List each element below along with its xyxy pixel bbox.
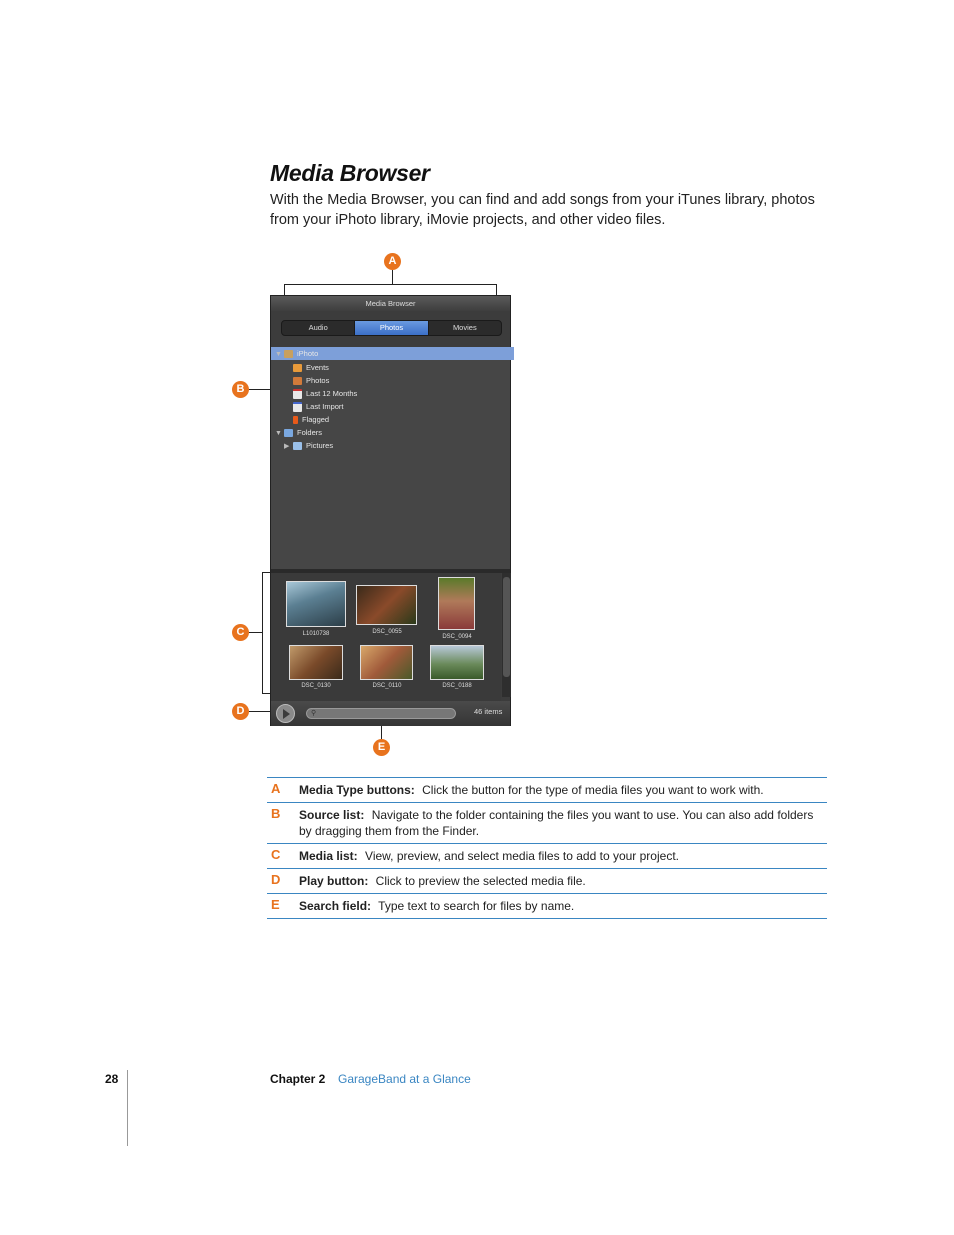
disclosure-open-icon[interactable]: ▼ <box>275 351 282 358</box>
media-list <box>271 573 501 701</box>
panel-title: Media Browser <box>271 296 510 311</box>
thumbnail-label: DSC_0094 <box>442 634 472 640</box>
legend-row <box>267 894 827 919</box>
legend-letter: B <box>271 806 281 821</box>
thumbnail-label: DSC_0130 <box>301 683 331 689</box>
iphoto-icon <box>284 350 293 358</box>
legend-letter: C <box>271 847 281 862</box>
page-heading: Media Browser <box>270 160 430 186</box>
disclosure-open-icon[interactable]: ▼ <box>275 430 282 437</box>
source-item-last-12-months[interactable] <box>293 387 357 400</box>
source-item-label: Last 12 Months <box>306 389 358 398</box>
source-item-label: Events <box>306 363 329 372</box>
bottom-bar <box>271 701 510 726</box>
source-item-iphoto[interactable] <box>271 347 514 360</box>
pictures-folder-icon <box>293 442 302 450</box>
legend-term: Source list: <box>299 808 365 822</box>
thumbnail-image[interactable] <box>430 645 484 680</box>
thumbnail-label: DSC_0188 <box>442 683 472 689</box>
callout-a-badge: A <box>384 253 401 270</box>
thumbnail-label: DSC_0110 <box>372 683 402 689</box>
callout-legend <box>267 777 827 919</box>
source-item-pictures[interactable] <box>284 439 333 452</box>
media-browser-panel <box>270 295 511 726</box>
legend-row <box>267 803 827 844</box>
source-item-label: Flagged <box>302 415 330 424</box>
source-item-label: Photos <box>306 376 330 385</box>
legend-text: Click the button for the type of media files you want to work with. <box>422 783 764 797</box>
chapter-title-link[interactable]: GarageBand at a Glance <box>338 1072 471 1086</box>
callout-a-bracket <box>284 284 497 285</box>
play-icon <box>283 709 290 719</box>
page-number: 28 <box>105 1072 119 1086</box>
tab-audio[interactable]: Audio <box>282 321 355 335</box>
source-item-label: iPhoto <box>297 349 319 358</box>
photos-icon <box>293 377 302 385</box>
source-item-last-import[interactable] <box>293 400 344 413</box>
legend-term: Play button: <box>299 874 369 888</box>
callout-a-line <box>392 270 393 284</box>
legend-row <box>267 869 827 894</box>
callout-d-badge: D <box>232 703 249 720</box>
events-icon <box>293 364 302 372</box>
tab-movies[interactable]: Movies <box>452 323 477 332</box>
source-item-folders[interactable] <box>275 426 322 439</box>
legend-row <box>267 778 827 803</box>
source-item-label: Last Import <box>306 402 344 411</box>
source-list <box>271 347 510 569</box>
legend-term: Media list: <box>299 849 358 863</box>
tab-photos[interactable]: Photos <box>355 321 428 335</box>
thumbnail-label: L1010738 <box>302 631 330 637</box>
import-icon <box>293 402 302 412</box>
chapter-label: Chapter 2 <box>270 1072 326 1086</box>
legend-text: View, preview, and select media files to add to your project. <box>365 849 679 863</box>
legend-letter: D <box>271 872 281 887</box>
search-icon: ⚲ <box>311 710 317 717</box>
callout-c-badge: C <box>232 624 249 641</box>
legend-text: Type text to search for files by name. <box>378 899 575 913</box>
thumbnail-image[interactable] <box>438 577 475 630</box>
flag-icon <box>293 416 298 424</box>
footer-rule <box>127 1070 128 1146</box>
callout-c-line <box>249 632 262 633</box>
media-list-scrollbar[interactable] <box>502 573 511 697</box>
callout-b-badge: B <box>232 381 249 398</box>
legend-row <box>267 844 827 869</box>
folder-icon <box>284 429 293 437</box>
thumbnail-image[interactable] <box>289 645 343 680</box>
callout-e-badge: E <box>373 739 390 756</box>
calendar-icon <box>293 389 302 399</box>
source-item-flagged[interactable] <box>293 413 329 426</box>
thumbnail-image[interactable] <box>356 585 417 625</box>
disclosure-closed-icon[interactable]: ▶ <box>284 443 290 450</box>
source-item-label: Folders <box>297 428 323 437</box>
thumbnail-image[interactable] <box>360 645 413 680</box>
legend-letter: A <box>271 781 281 796</box>
legend-text: Click to preview the selected media file. <box>375 874 586 888</box>
thumbnail-image[interactable] <box>286 581 346 627</box>
source-item-events[interactable] <box>293 361 329 374</box>
source-item-photos[interactable] <box>293 374 329 387</box>
legend-term: Search field: <box>299 899 372 913</box>
media-type-buttons <box>281 320 502 336</box>
legend-letter: E <box>271 897 280 912</box>
play-button[interactable] <box>276 704 295 723</box>
scrollbar-thumb[interactable] <box>503 577 510 677</box>
search-field[interactable] <box>306 708 456 719</box>
item-count: 46 items <box>474 707 503 716</box>
thumbnail-label: DSC_0055 <box>372 629 402 635</box>
legend-text: Navigate to the folder containing the files you want to use. You can also add folders by dragging them from the Finder. <box>299 808 814 838</box>
legend-term: Media Type buttons: <box>299 783 415 797</box>
intro-paragraph: With the Media Browser, you can find and add songs from your iTunes library, photos from your iPhoto library, iMovie projects, and other video files. <box>270 192 815 228</box>
callout-c-bracket <box>262 572 263 694</box>
source-item-label: Pictures <box>306 441 334 450</box>
